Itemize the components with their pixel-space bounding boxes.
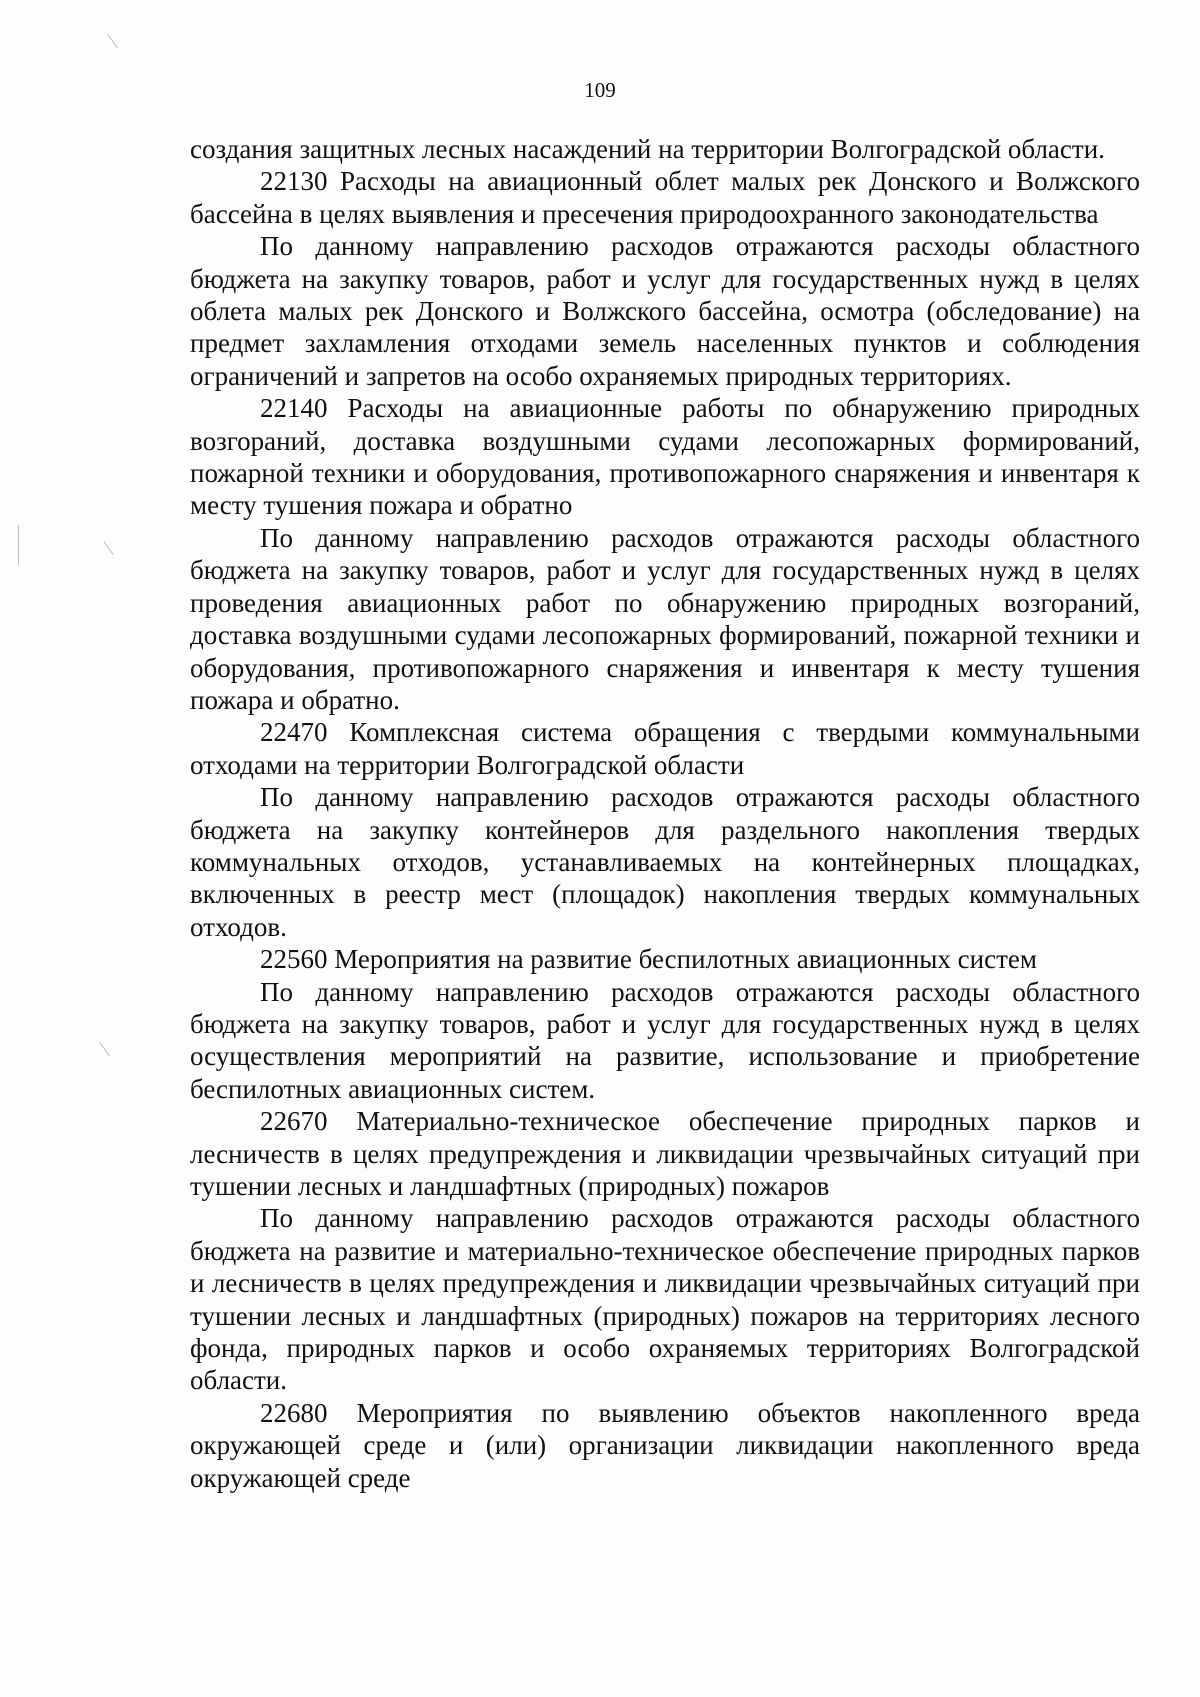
page-number: 109: [584, 78, 616, 102]
section-heading-22560: 22560 Мероприятия на развитие беспилотных авиационных систем: [260, 944, 1037, 975]
section-description-22130: По данному направлению расходов отражаются расходы областного бюджета на закупку товаров, работ и услуг для государственных нужд в целях облета малых рек Донского и Волжского бассейна, осмотра (обследование) на предмет захламления отходами земель населенных пунктов и соблюдения ограничений и запретов на особо охраняемых природных территориях.: [190, 231, 1140, 391]
section-heading-22140: 22140 Расходы на авиационные работы по обнаружению природных возгораний, доставка воздушными судами лесопожарных формирований, пожарной техники и оборудования, противопожарного снаряжения и инвентаря к месту тушения пожара и обратно: [190, 393, 1140, 521]
scan-artifact: [107, 33, 118, 48]
section-description-22140: По данному направлению расходов отражаются расходы областного бюджета на закупку товаров, работ и услуг для государственных нужд в целях проведения авиационных работ по обнаружению природных возгораний, доставка воздушными судами лесопожарных формирований, пожарной техники и оборудования, противопожарного снаряжения и инвентаря к месту тушения пожара и обратно.: [190, 522, 1140, 715]
section-heading-22470: 22470 Комплексная система обращения с твердыми коммунальными отходами на территории Волгоградской области: [190, 717, 1140, 780]
scan-artifact: [99, 1041, 110, 1056]
section-description-22560: По данному направлению расходов отражаются расходы областного бюджета на закупку товаров, работ и услуг для государственных нужд в целях осуществления мероприятий на развитие, использование и приобретение беспилотных авиационных систем.: [190, 976, 1140, 1104]
scan-artifact: [18, 525, 19, 565]
section-description-22470: По данному направлению расходов отражаются расходы областного бюджета на закупку контейнеров для раздельного накопления твердых коммунальных отходов, устанавливаемых на контейнерных площадках, включенных в реестр мест (площадок) накопления твердых коммунальных отходов.: [190, 782, 1140, 942]
section-heading-22670: 22670 Материально-техническое обеспечение природных парков и лесничеств в целях предупреждения и ликвидации чрезвычайных ситуаций при тушении лесных и ландшафтных (природных) пожаров: [190, 1106, 1140, 1201]
scan-artifact: [104, 541, 114, 555]
section-description-22670: По данному направлению расходов отражаются расходы областного бюджета на развитие и материально-техническое обеспечение природных парков и лесничеств в целях предупреждения и ликвидации чрезвычайных ситуаций при тушении лесных и ландшафтных (природных) пожаров на территориях лесного фонда, природных парков и особо охраняемых территориях Волгоградской области.: [190, 1203, 1140, 1396]
document-body: [190, 133, 1140, 1494]
paragraph-continuation: создания защитных лесных насаждений на территории Волгоградской области.: [190, 134, 1105, 164]
section-heading-22680: 22680 Мероприятия по выявлению объектов накопленного вреда окружающей среде и (или) организации ликвидации накопленного вреда окружающей среде: [190, 1397, 1140, 1493]
section-heading-22130: 22130 Расходы на авиационный облет малых рек Донского и Волжского бассейна в целях выявления и пресечения природоохранного законодательства: [190, 166, 1140, 229]
